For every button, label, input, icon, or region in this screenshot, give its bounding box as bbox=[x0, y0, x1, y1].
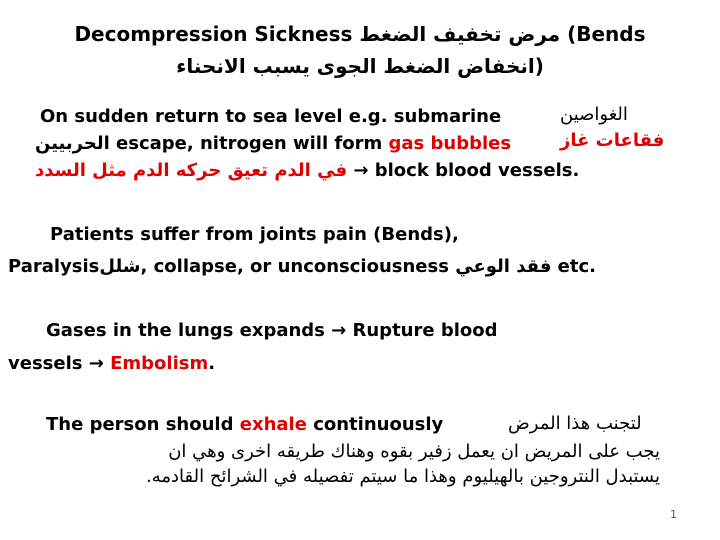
slide-title-line-1 bbox=[0, 22, 720, 46]
p4-line-1 bbox=[46, 414, 443, 435]
p3-l2-end: . bbox=[208, 353, 216, 374]
p2-l2-ar2: فقد الوعي bbox=[455, 256, 552, 277]
p4-line-2 bbox=[35, 441, 660, 462]
p4-l1-red: exhale bbox=[239, 414, 307, 435]
p1-l2-red-ar: فقاعات غاز bbox=[560, 130, 665, 151]
p4-l2-ar: يجب على المريض ان يعمل زفير بقوه وهناك طريقه اخرى وهي ان bbox=[168, 441, 660, 462]
page-number: 1 bbox=[670, 508, 677, 521]
p3-l1-en: Gases in the lungs expands → Rupture blood bbox=[46, 320, 498, 341]
p1-line-1 bbox=[40, 106, 501, 127]
p2-l2-ar1: شلل bbox=[99, 256, 141, 277]
p1-l2-en: escape, nitrogen will form bbox=[116, 133, 383, 154]
p1-line-1-ar bbox=[560, 104, 628, 125]
p1-l1-en: On sudden return to sea level e.g. submarine bbox=[40, 106, 502, 127]
p1-l3-en: → block blood vessels. bbox=[353, 160, 580, 181]
p3-l2-red: Embolism bbox=[110, 353, 209, 374]
p2-line-2 bbox=[8, 256, 596, 277]
title-line2-ar: انخفاض الضغط الجوى يسبب الانحناء bbox=[176, 54, 535, 78]
p1-l2-ar: الحربيين bbox=[35, 133, 110, 154]
p1-line-2-ar-red bbox=[560, 130, 664, 151]
slide-title-line-2 bbox=[0, 54, 720, 78]
p3-line-2 bbox=[8, 353, 215, 374]
p4-line-3 bbox=[35, 466, 660, 487]
p3-l2-en: vessels → bbox=[8, 353, 104, 374]
p2-l2-b: , collapse, or unconsciousness bbox=[140, 256, 449, 277]
p3-line-1 bbox=[46, 320, 498, 341]
title-ar: مرض تخفيف الضغط bbox=[359, 22, 561, 46]
p2-line-1 bbox=[50, 224, 459, 245]
p4-l1-en: The person should bbox=[46, 414, 234, 435]
title-en: Decompression Sickness bbox=[74, 22, 353, 46]
p4-l1-ar: لتجنب هذا المرض bbox=[508, 413, 642, 434]
p1-line-3 bbox=[35, 160, 579, 181]
p4-l1-en2: continuously bbox=[313, 414, 444, 435]
p4-line-1-ar bbox=[508, 413, 642, 434]
p1-l2-red-en: gas bubbles bbox=[388, 133, 512, 154]
p4-l3-ar: يستبدل النتروجين بالهيليوم وهذا ما سيتم تفصيله في الشرائح القادمه. bbox=[146, 466, 660, 487]
p2-l2-a: Paralysis bbox=[8, 256, 100, 277]
p1-line-2 bbox=[35, 133, 511, 154]
title-line2-close: ) bbox=[534, 54, 544, 78]
title-bends: (Bends bbox=[567, 22, 646, 46]
p1-l3-red-ar: في الدم تعيق حركه الدم مثل السدد bbox=[35, 160, 348, 181]
p2-l2-c: etc. bbox=[557, 256, 596, 277]
p2-l1-en: Patients suffer from joints pain (Bends), bbox=[50, 224, 459, 245]
p1-l1-ar: الغواصين bbox=[560, 104, 628, 125]
